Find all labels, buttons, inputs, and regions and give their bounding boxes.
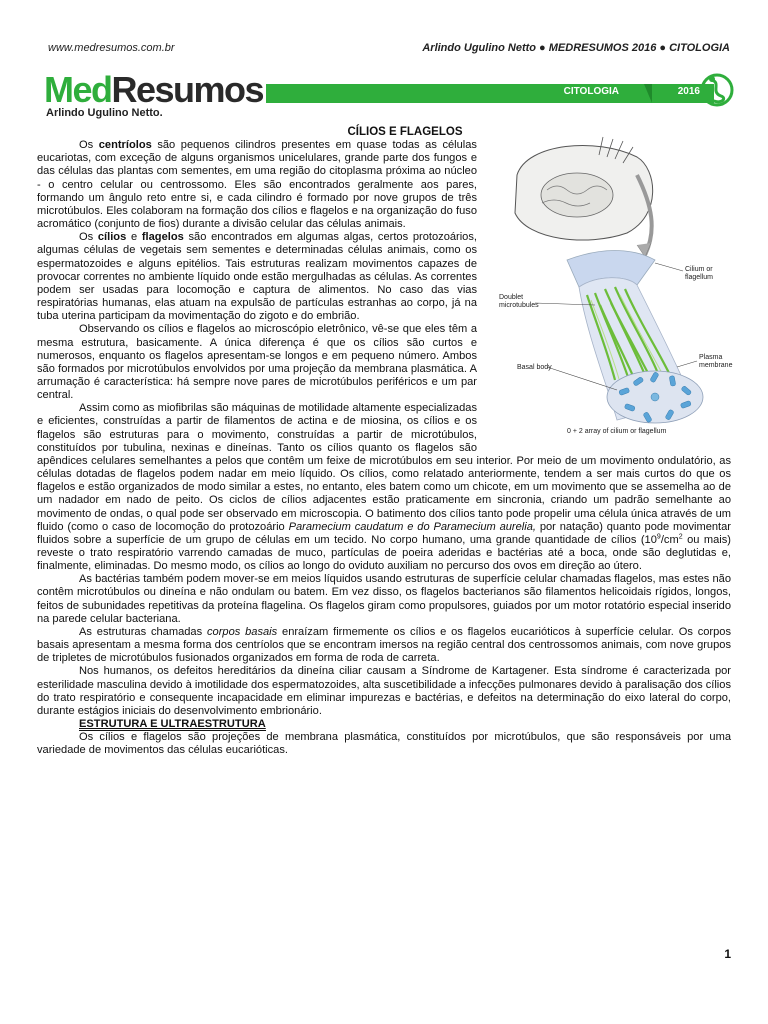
subject-bar [266, 84, 714, 103]
label-plasma-line2: membrane [699, 362, 733, 370]
figure-caption: 0 + 2 array of cilium or flagellum [567, 428, 667, 436]
subject-label: CITOLOGIA [563, 86, 619, 97]
medresumos-logo: MedResumos [44, 69, 264, 110]
document-title: CÍLIOS E FLAGELOS [347, 126, 463, 138]
paragraph-kartagener: Nos humanos, os defeitos hereditários da dineína ciliar causam a Síndrome de Kartagener. Esta síndrome é caracterizada por esterilidade masculina devido à imotilidade dos espermatozoides, alta suscetibilidade a infecções pulmonares devido à paralisação dos cílios do trato respiratório e consequente incapacidade em eliminar impurezas e bactérias, e defeitos na determinação do eixo lateral do corpo, durante estágios iniciais do desenvolvimento embrionário. [37, 665, 731, 717]
paragraph-miofibrilas: Assim como as miofibrilas são máquinas de motilidade altamente especializadas e eficientes, construídas a partir de filamentos de actina e de miosina, os cílios e os flagelos são estruturas para o movimento, construídas a partir de microtúbulos, constituídos por tubulina, nexinas e dineínas. Tanto os cílios quanto os flagelos são apêndices celulares semelhantes a pelos que contêm um feixe de microtúbulos em seu interior. Por meio de um movimento ondulatório, as células dotadas de flagelos podem nadar em meio líquido. Os cílios, como relatado anteriormente, tendem a ser mais curtos do que os flagelos e estão organizados de modo similar a estes, no entanto, eles batem como um chicote, em um movimento que se assemelha ao de um nadador em nado de peito. Os ciclos de cílios adjacentes estão praticamente em sincronia, criando um padrão semelhante ao movimento de ondas, o qual pode ser observado em microscopia. O batimento dos cílios tanto pode propelir uma célula única através de um fluido (como o caso de locomoção do protozoário Paramecium caudatum e do Paramecium aurelia, por natação) quanto pode movimentar fluidos sobre a superfície de um grupo de células em um tecido. No corpo humano, uma grande quantidade de cílios ($10^9/cm^2$ ou mais) reveste o trato respiratório varrendo camadas de muco, partículas de poeira aderidas e bactérias até a boca, onde são deglutidas e, finalmente, eliminadas. Do mesmo modo, os cílios ao longo do oviduto auxiliam no percurso dos ovos em direção ao útero. [37, 402, 732, 573]
year-label: 2016 [677, 86, 700, 97]
header-author-info: Arlindo Ugulino Netto ● MEDRESUMOS 2016 ● CITOLOGIA [422, 42, 730, 54]
paragraph-corpos-basais: As estruturas chamadas corpos basais enraízam firmemente os cílios e os flagelos eucarióticos à superfície celular. Os corpos basais apresentam a mesma forma dos centríolos que se encontram imersos na região central dos centrossomos animais, com nove grupos de tripletes de microtúbulos fusionados organizados em forma de roda de carreta. [37, 625, 732, 665]
cilium-illustration [487, 135, 735, 437]
label-basal-body: Basal body [517, 364, 552, 372]
paragraph-microscopia: Observando os cílios e flagelos ao microscópio eletrônico, vê-se que eles têm a mesma estrutura, basicamente. A única diferença é que os cílios são curtos e numerosos, enquanto os flagelos apresentam-se longos e em pequeno número. Ambos são formados por microtúbulos envolvidos por uma projeção da membrana plasmática. A arrumação é característica: há sempre nove pares de microtúbulos periféricos e um par central. [37, 323, 477, 402]
paragraph-cilios-flagelos: Os cílios e flagelos são encontrados em algumas algas, certos protozoários, algumas células de vegetais sem sementes e determinadas células animais, como os espermatozoides e alguns epitélios. Tais estruturas realizam movimentos capazes de provocar correntes no ambiente líquido onde estão mergulhadas as células. As correntes podem ser usadas para locomoção e captura de alimentos. No caso das vias respiratórias humanas, elas atuam na expulsão de partículas estranhas ao corpo, já na tuba uterina participam da movimentação do zigoto e do embrião. [37, 231, 477, 323]
label-cilium-line1: Cilium or [685, 266, 713, 274]
medresumos-banner [44, 70, 734, 130]
paragraph-centriolos: Os centríolos são pequenos cilindros presentes em quase todas as células eucariotas, com exceção de alguns organismos unicelulares, grande parte dos fungos e das células das plantas com sementes, em uma região do citoplasma próxima ao núcleo - o centro celular ou centrossomo. Eles são encontrados geralmente aos pares, formando um ângulo reto entre si, e cada cilindro é formado por nove grupos de três microtúbulos. Eles colaboram na formação dos cílios e flagelos e na organização do fuso acromático (conjunto de fios) durante a divisão celular das células animais. [37, 139, 477, 231]
bar-divider [644, 84, 652, 103]
paragraph-bacterias: As bactérias também podem mover-se em meios líquidos usando estruturas de superfície celular chamadas flagelos, mas estes não contêm microtúbulos ou dineína e não ondulam ou batem. Em vez disso, os flagelos bacterianos são filamentos helicoidais rígidos, longos, feitos de subunidades repetitivas da proteína flagelina. Os flagelos giram como propulsores, guiados por um motor rotatório especial inserido na parede celular bacteriana. [37, 573, 731, 625]
logo-author: Arlindo Ugulino Netto. [46, 107, 163, 119]
cell-sketch [515, 137, 653, 257]
section-heading: ESTRUTURA E ULTRAESTRUTURA [79, 718, 266, 731]
basal-body [607, 371, 703, 423]
label-cilium-line2: flagellum [685, 274, 714, 282]
label-doublet-line2: microtubules [499, 302, 539, 310]
label-doublet-line1: Doublet [499, 294, 524, 302]
page-number: 1 [724, 947, 731, 961]
medresumos-emblem-icon [700, 70, 734, 110]
label-plasma-line1: Plasma [699, 354, 723, 362]
website-url: www.medresumos.com.br [48, 42, 175, 54]
paragraph-estrutura: Os cílios e flagelos são projeções de membrana plasmática, constituídos por microtúbulos, que são responsáveis por uma variedade de movimentos das células eucarióticas. [37, 731, 731, 757]
document-body [37, 126, 731, 758]
cilium-diagram [487, 135, 735, 437]
